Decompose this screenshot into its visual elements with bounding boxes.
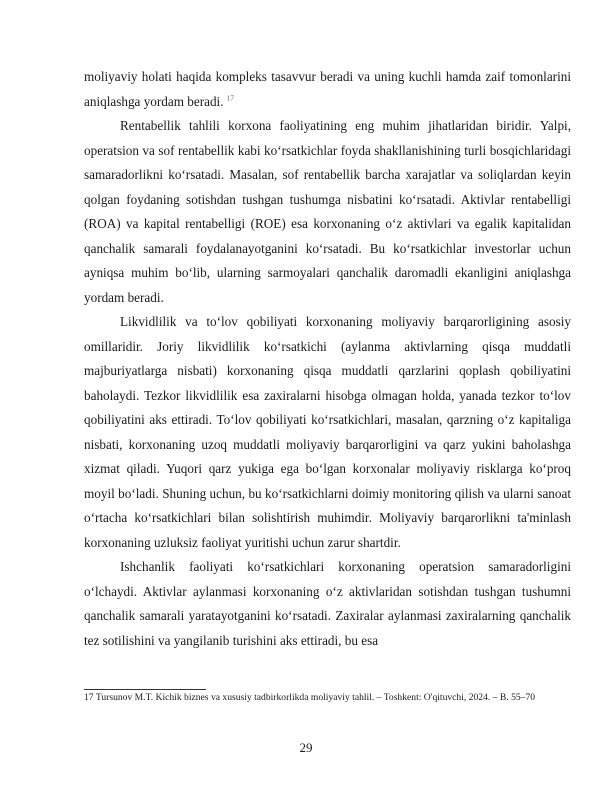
footnote: 17 Tursunov M.T. Kichik biznes va xususiy tadbirkorlikda moliyaviy tahlil. – Toshkent: O'qituvchi, 2024. – B. 55–70 <box>84 692 536 703</box>
footnote-reference[interactable]: 17 <box>226 94 234 103</box>
paragraph-1-text: moliyaviy holati haqida kompleks tasavvur beradi va uning kuchli hamda zaif tomonlarini aniqlashga yordam beradi. <box>84 69 571 109</box>
paragraph-2: Rentabellik tahlili korxona faoliyatining eng muhim jihatlaridan biridir. Yalpi, operatsion va sof rentabellik kabi ko‘rsatkichlar foyda shakllanishining turli bosqichlaridagi samaradorlikni ko‘rsatadi. Masalan, sof rentabellik barcha xarajatlar va soliqlardan keyin qolgan foydaning sotishdan tushgan tushumga nisbatini ko‘rsatadi. Aktivlar rentabelligi (ROA) va kapital rentabelligi (ROE) esa korxonaning o‘z aktivlari va egalik kapitalidan qanchalik samarali foydalanayotganini ko‘rsatadi. Bu ko‘rsatkichlar investorlar uchun ayniqsa muhim bo‘lib, ularning sarmoyalari qanchalik daromadli ekanligini aniqlashga yordam beradi. <box>84 118 571 305</box>
paragraph-1 <box>84 65 571 114</box>
footnote-separator <box>84 689 206 690</box>
document-body <box>84 65 571 653</box>
page-number: 29 <box>299 740 313 755</box>
paragraph-3: Likvidlilik va to‘lov qobiliyati korxonaning moliyaviy barqarorligining asosiy omillaridir. Joriy likvidlilik ko‘rsatkichi (aylanma aktivlarning qisqa muddatli majburiyatlarga nisbati) korxonaning qisqa muddatli qarzlarini qoplash qobiliyatini baholaydi. Tezkor likvidlilik esa zaxiralarni hisobga olmagan holda, yanada tezkor to‘lov qobiliyatini aks ettiradi. To‘lov qobiliyati ko‘rsatkichlari, masalan, qarzning o‘z kapitaliga nisbati, korxonaning uzoq muddatli moliyaviy barqarorligini va qarz yukini baholashga xizmat qiladi. Yuqori qarz yukiga ega bo‘lgan korxonalar moliyaviy risklarga ko‘proq moyil bo‘ladi. Shuning uchun, bu ko‘rsatkichlarni doimiy monitoring qilish va ularni sanoat o‘rtacha ko‘rsatkichlari bilan solishtirish muhimdir. Moliyaviy barqarorlikni ta'minlash korxonaning uzluksiz faoliyat yuritishi uchun zarur shartdir. <box>84 314 571 550</box>
paragraph-4: Ishchanlik faoliyati ko‘rsatkichlari korxonaning operatsion samaradorligini o‘lchaydi. Aktivlar aylanmasi korxonaning o‘z aktivlaridan sotishdan tushgan tushumni qanchalik samarali yaratayotganini ko‘rsatadi. Zaxiralar aylanmasi zaxiralarning qanchalik tez sotilishini va yangilanib turishini aks ettiradi, bu esa <box>84 559 571 648</box>
